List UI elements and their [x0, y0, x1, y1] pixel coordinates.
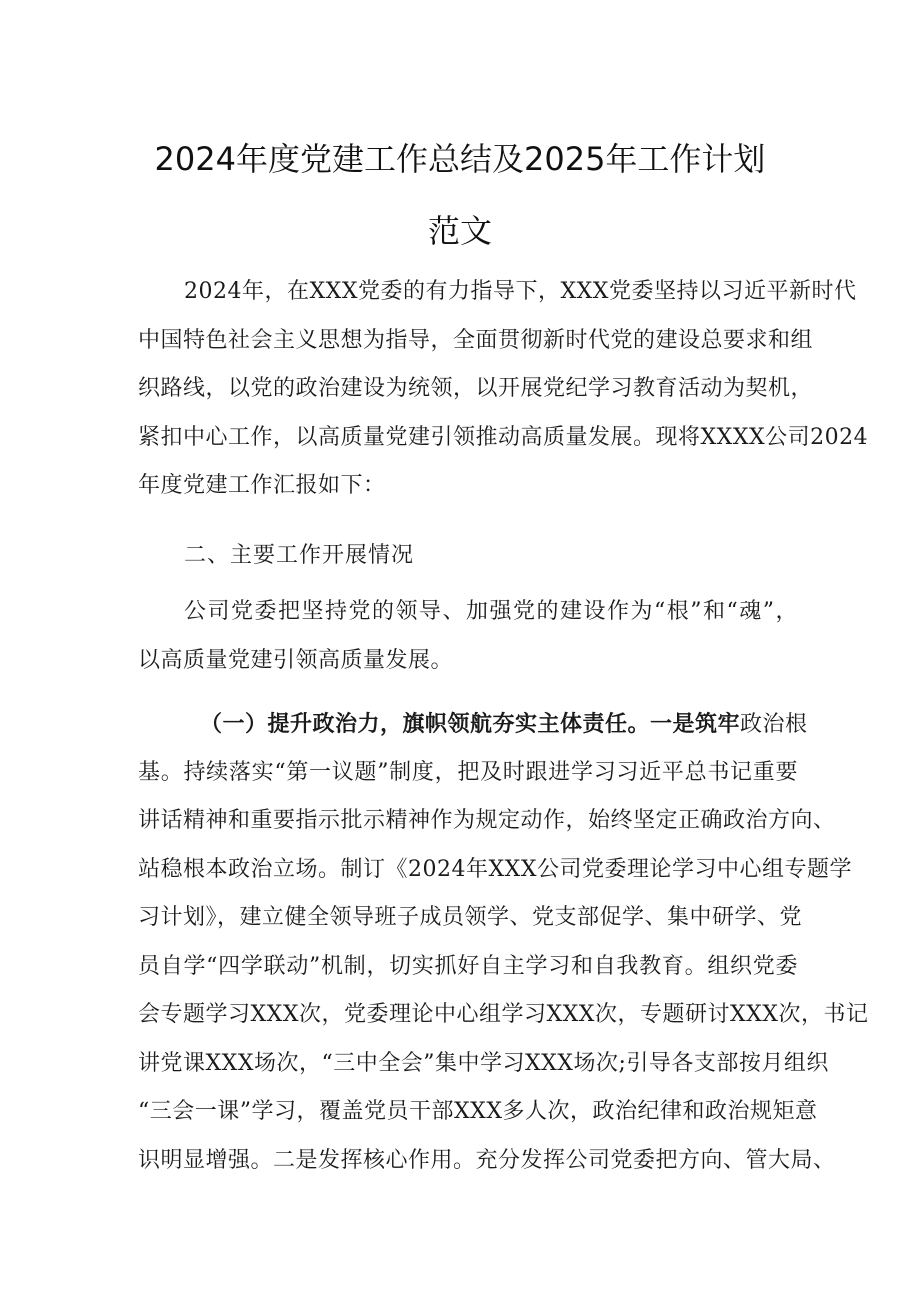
- paragraph-line: 公司党委把坚持党的领导、加强党的建设作为“根”和“魂”，: [184, 599, 798, 624]
- paragraph-summary: [138, 588, 798, 685]
- document-title-line-1: 2024年度党建工作总结及2025年工作计划: [154, 140, 766, 178]
- paragraph-lead-rest: 政治根: [740, 712, 808, 737]
- document-title-line-2: 范文: [427, 212, 492, 250]
- paragraph-line: 识明显增强。二是发挥核心作用。充分发挥公司党委把方向、管大局、: [138, 1147, 836, 1173]
- paragraph-line: “三会一课”学习，覆盖党员干部XXX多人次，政治纪律和政治规矩意: [138, 1099, 818, 1124]
- paragraph-first-line: [138, 700, 808, 749]
- paragraph-line: 习计划》，建立健全领导班子成员领学、党支部促学、集中研学、党: [138, 905, 803, 930]
- paragraph-line: 讲党课XXX场次，“三中全会”集中学习XXX场次;引导各支部按月组织: [138, 1050, 829, 1076]
- paragraph-bold-lead: （一）提升政治力，旗帜领航夯实主体责任。一是筑牢: [200, 711, 741, 737]
- paragraph-line: 基。持续落实“第一议题”制度，把及时跟进学习习近平总书记重要: [138, 759, 798, 785]
- section-heading-text: 二、主要工作开展情况: [184, 543, 415, 568]
- paragraph-line: 站稳根本政治立场。制订《2024年XXX公司党委理论学习中心组专题学: [138, 856, 852, 882]
- paragraph-line: 讲话精神和重要指示批示精神作为规定动作，始终坚定正确政治方向、: [138, 808, 836, 833]
- paragraph-line: 织路线，以党的政治建设为统领，以开展党纪学习教育活动为契机，: [138, 376, 814, 401]
- paragraph-line: 2024年，在XXX党委的有力指导下，XXX党委坚持以习近平新时代: [184, 279, 857, 304]
- paragraph-line: 紧扣中心工作，以高质量党建引领推动高质量发展。现将XXXX公司2024: [138, 424, 869, 450]
- paragraph-intro: [138, 268, 869, 511]
- paragraph-line: 会专题学习XXX次，党委理论中心组学习XXX次，专题研讨XXX次，书记: [138, 1002, 869, 1027]
- paragraph-line: 员自学“四学联动”机制，切实抓好自主学习和自我教育。组织党委: [138, 953, 798, 979]
- paragraph-line: 中国特色社会主义思想为指导，全面贯彻新时代党的建设总要求和组: [138, 327, 814, 353]
- paragraph-line: 以高质量党建引领高质量发展。: [138, 647, 454, 673]
- paragraph-line: 年度党建工作汇报如下：: [138, 473, 386, 498]
- paragraph-political: [138, 700, 869, 1185]
- section-heading: [138, 532, 798, 581]
